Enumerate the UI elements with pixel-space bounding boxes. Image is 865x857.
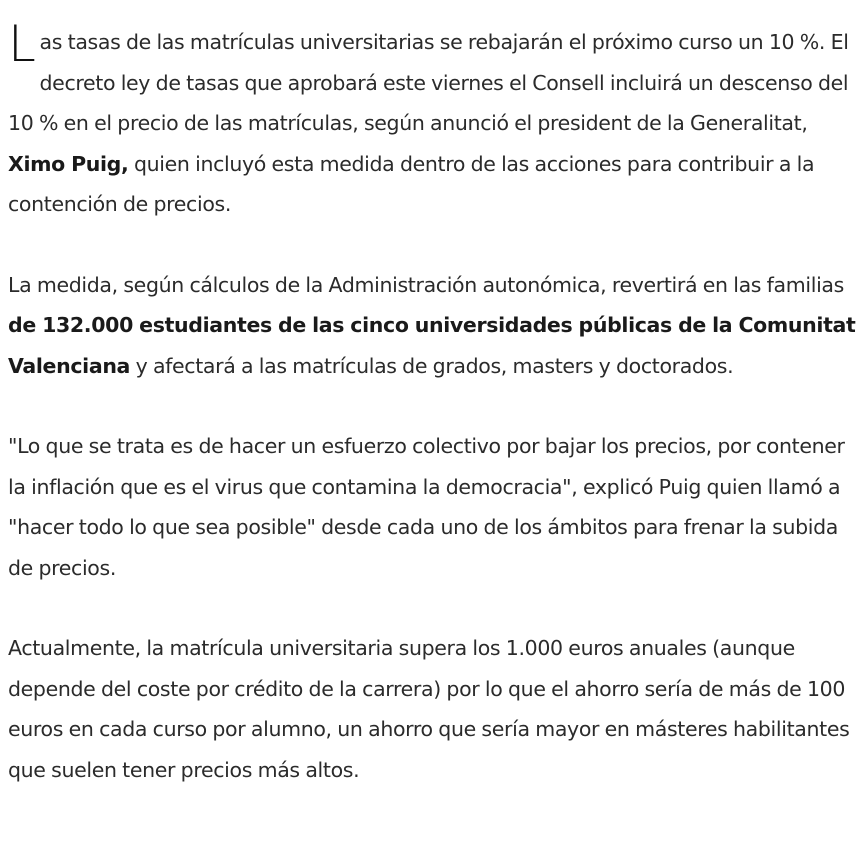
paragraph-1-text-end: quien incluyó esta medida dentro de las acciones para contribuir a la contención de precios. [8,151,815,216]
drop-cap: L [8,15,36,73]
paragraph-1-text-start: as tasas de las matrículas universitarias se rebajarán el próximo curso un 10 %. El decreto ley de tasas que aprobará este viernes el Consell incluirá un descenso del 10 % en el precio de las matrículas, según anunció el president de la Generalitat, [8,30,849,135]
paragraph-4 [8,628,860,790]
paragraph-4-text: Actualmente, la matrícula universitaria supera los 1.000 euros anuales (aunque depende del coste por crédito de la carrera) por lo que el ahorro sería de más de 100 euros en cada curso por alumno, un ahorro que sería mayor en másteres habilitantes que suelen tener precios más altos. [8,636,850,782]
paragraph-1 [8,15,860,225]
paragraph-2-text-end: y afectará a las matrículas de grados, masters y doctorados. [130,353,734,378]
paragraph-2 [8,265,860,387]
paragraph-3 [8,426,860,588]
person-name-highlight: Ximo Puig, [8,151,129,176]
paragraph-2-text-start: La medida, según cálculos de la Administración autonómica, revertirá en las familias [8,272,844,297]
article-body [8,0,860,790]
students-highlight: de 132.000 estudiantes de las cinco universidades públicas de la Comunitat Valenciana [8,313,856,378]
paragraph-3-text: "Lo que se trata es de hacer un esfuerzo colectivo por bajar los precios, por contener la inflación que es el virus que contamina la democracia", explicó Puig quien llamó a "hacer todo lo que sea posible" desde cada uno de los ámbitos para frenar la subida de precios. [8,434,845,580]
